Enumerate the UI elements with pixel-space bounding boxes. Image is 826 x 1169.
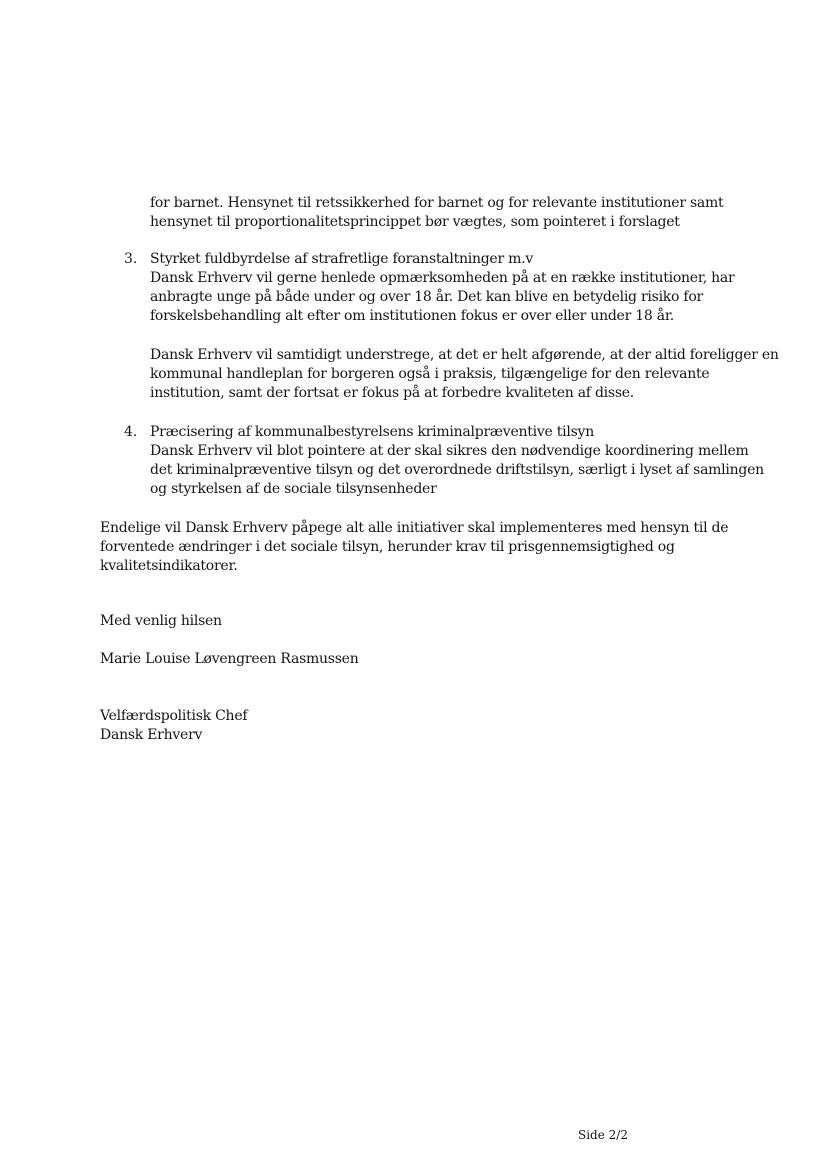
- greeting: Med venlig hilsen: [100, 613, 222, 629]
- text-line: kvalitetsindikatorer.: [100, 558, 238, 574]
- text-line: institution, samt der fortsat er fokus på at forbedre kvaliteten af disse.: [150, 385, 634, 401]
- item-3-paragraph-2: [150, 346, 779, 403]
- text-line: for barnet. Hensynet til retssikkerhed for barnet og for relevante institutioner samt: [150, 195, 724, 211]
- text-line: og styrkelsen af de sociale tilsynsenheder: [150, 481, 437, 497]
- text-line: Endelige vil Dansk Erhverv påpege alt alle initiativer skal implementeres med hensyn til de: [100, 520, 729, 536]
- item-heading: Styrket fuldbyrdelse af strafretlige foranstaltninger m.v: [150, 251, 533, 267]
- signatory-name: Marie Louise Løvengreen Rasmussen: [100, 651, 359, 667]
- signatory-title-block: [100, 707, 247, 745]
- text-line: forskelsbehandling alt efter om institutionen fokus er over eller under 18 år.: [150, 308, 674, 324]
- text-line: Dansk Erhverv vil samtidigt understrege, at det er helt afgørende, at der altid foreligger en: [150, 347, 779, 363]
- item-heading: Præcisering af kommunalbestyrelsens kriminalpræventive tilsyn: [150, 424, 594, 440]
- text-line: forventede ændringer i det sociale tilsyn, herunder krav til prisgennemsigtighed og: [100, 539, 675, 555]
- signatory-title: Velfærdspolitisk Chef: [100, 708, 248, 724]
- text-line: anbragte unge på både under og over 18 år. Det kan blive en betydelig risiko for: [150, 289, 703, 305]
- text-line: hensynet til proportionalitetsprincippet bør vægtes, som pointeret i forslaget: [150, 214, 680, 230]
- continuation-paragraph: [150, 194, 723, 232]
- item-4-block: [150, 423, 764, 499]
- item-number: 4.: [124, 424, 138, 440]
- text-line: kommunal handleplan for borgeren også i praksis, tilgængelige for den relevante: [150, 366, 710, 382]
- item-3-block: [150, 250, 734, 326]
- text-line: Dansk Erhverv vil blot pointere at der skal sikres den nødvendige koordinering mellem: [150, 443, 749, 459]
- closing-paragraph: [100, 519, 728, 576]
- text-line: det kriminalpræventive tilsyn og det overordnede driftstilsyn, særligt i lyset af samlingen: [150, 462, 764, 478]
- signatory-organization: Dansk Erhverv: [100, 727, 203, 743]
- item-number: 3.: [124, 251, 138, 267]
- page-number: Side 2/2: [578, 1128, 628, 1142]
- text-line: Dansk Erhverv vil gerne henlede opmærksomheden på at en række institutioner, har: [150, 270, 735, 286]
